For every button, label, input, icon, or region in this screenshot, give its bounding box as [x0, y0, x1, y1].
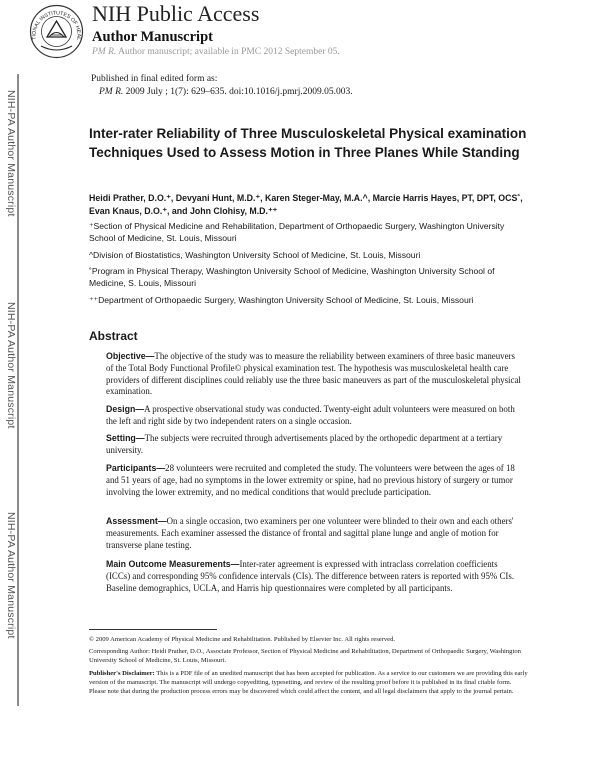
- publisher-disclaimer: [89, 669, 529, 697]
- author-list: Heidi Prather, D.O.⁺, Devyani Hunt, M.D.⁺, Karen Steger-May, M.A.^, Marcie Harris Hayes, PT, DPT, OCS˚, Evan Knaus, D.O.⁺, and John Clohisy, M.D.⁺⁺: [89, 193, 523, 216]
- section-text: The objective of the study was to measure the reliability between examiners of three basic maneuvers of the Total Body Functional Profile© physical examination test. The hypothesis was musculoskeletal health care providers of different disciplines could reliably use the three basic maneuvers as part of the musculoskeletal physical examination.: [106, 351, 521, 397]
- section-label: Design—: [106, 404, 145, 414]
- availability-text: Author manuscript; available in PMC 2012 September 05.: [116, 47, 340, 57]
- section-text: On a single occasion, two examiners per one volunteer were blinded to their own and each others' measurements. Each examiner assessed the distance of frontal and sagittal plane lunge and angle of motion for transverse plane testing.: [106, 516, 514, 550]
- disclaimer-label: Publisher's Disclaimer:: [89, 669, 155, 677]
- abstract-participants: [106, 463, 522, 498]
- section-text: The subjects were recruited through advertisements placed by the orthopedic department at a tertiary university.: [106, 433, 503, 455]
- header-subtitle: Author Manuscript: [92, 29, 213, 45]
- section-label: Participants—: [106, 463, 166, 473]
- affiliation: ^Division of Biostatistics, Washington University School of Medicine, St. Louis, Missouri: [89, 250, 421, 260]
- abstract-design: [106, 404, 522, 428]
- affiliation: ⁺⁺Department of Orthopaedic Surgery, Washington University School of Medicine, St. Louis, Missouri: [89, 295, 474, 305]
- nih-seal-logo: [29, 4, 84, 59]
- abstract-objective: [106, 351, 522, 398]
- section-label: Setting—: [106, 433, 145, 443]
- affiliation: ⁺Section of Physical Medicine and Rehabilitation, Department of Orthopaedic Surgery, Washington University School of Medicine, St. Louis, Missouri: [89, 221, 505, 243]
- section-label: Main Outcome Measurements—: [106, 559, 240, 569]
- article-title: Inter-rater Reliability of Three Musculoskeletal Physical examination Techniques Used to Assess Motion in Three Planes While Standing: [89, 126, 527, 160]
- copyright-note: © 2009 American Academy of Physical Medicine and Rehabilitation. Published by Elsevier Inc. All rights reserved.: [89, 636, 396, 643]
- availability-note: [92, 47, 340, 57]
- sidebar-label: NIH-PA Author Manuscript: [5, 89, 17, 217]
- abstract-assessment: [106, 516, 522, 551]
- header-title: NIH Public Access: [92, 1, 260, 26]
- section-label: Objective—: [106, 351, 155, 361]
- affiliation: ˚Program in Physical Therapy, Washington University School of Medicine, Washington University School of Medicine, S. Louis, Missouri: [89, 266, 495, 288]
- abstract-heading: Abstract: [89, 329, 138, 343]
- citation-journal: PM R.: [99, 87, 124, 97]
- seal-lettering: TIONAL INSTITUTES OF HEAL: [31, 10, 82, 41]
- section-text: 28 volunteers were recruited and completed the study. The volunteers were between the ages of 18 and 51 years of age, had no symptoms in the lower extremity or spine, had no previous history of surgery or tumor involving the lower extremity, and no medical conditions that would preclude participation.: [106, 463, 515, 497]
- section-text: A prospective observational study was conducted. Twenty-eight adult volunteers were measured on both the left and right side by two independent raters on a single occasion.: [106, 404, 515, 426]
- publication-label: Published in final edited form as:: [91, 74, 218, 84]
- disclaimer-text: This is a PDF file of an unedited manuscript that has been accepted for publication. As a service to our customers we are providing this early version of the manuscript. The manuscript will undergo copyediting, typesetting, and review of the resulting proof before it is published in its final citable form. Please note that during the production process errors may be discovered which could affect the content, and all legal disclaimers that apply to the journal pertain.: [89, 669, 528, 696]
- footnote-divider: [89, 629, 217, 630]
- sidebar-label: NIH-PA Author Manuscript: [5, 301, 17, 429]
- abstract-setting: [106, 433, 522, 457]
- sidebar-label: NIH-PA Author Manuscript: [5, 511, 17, 639]
- citation-details: 2009 July ; 1(7): 629–635. doi:10.1016/j.pmrj.2009.05.003.: [123, 87, 353, 97]
- correspondence-note: Corresponding Author: Heidi Prather, D.O., Associate Professor, Section of Physical Medicine and Rehabilitation, Department of Orthopaedic Surgery, Washington University School of Medicine, St. Louis, Missouri.: [89, 648, 521, 665]
- journal-abbrev: PM R.: [92, 47, 117, 57]
- section-text: Inter-rater agreement is expressed with intraclass correlation coefficients (ICCs) and corresponding 95% confidence intervals (CIs). The difference between raters is reported with 95% CIs. Baseline demographics, UCLA, and Harris hip questionnaires were completed by all participants.: [106, 559, 515, 593]
- footnotes: [89, 635, 529, 699]
- publication-note: [91, 73, 353, 99]
- margin-rule: [17, 74, 19, 706]
- section-label: Assessment—: [106, 516, 167, 526]
- abstract-outcome-measurements: [106, 559, 522, 594]
- citation: [91, 86, 353, 99]
